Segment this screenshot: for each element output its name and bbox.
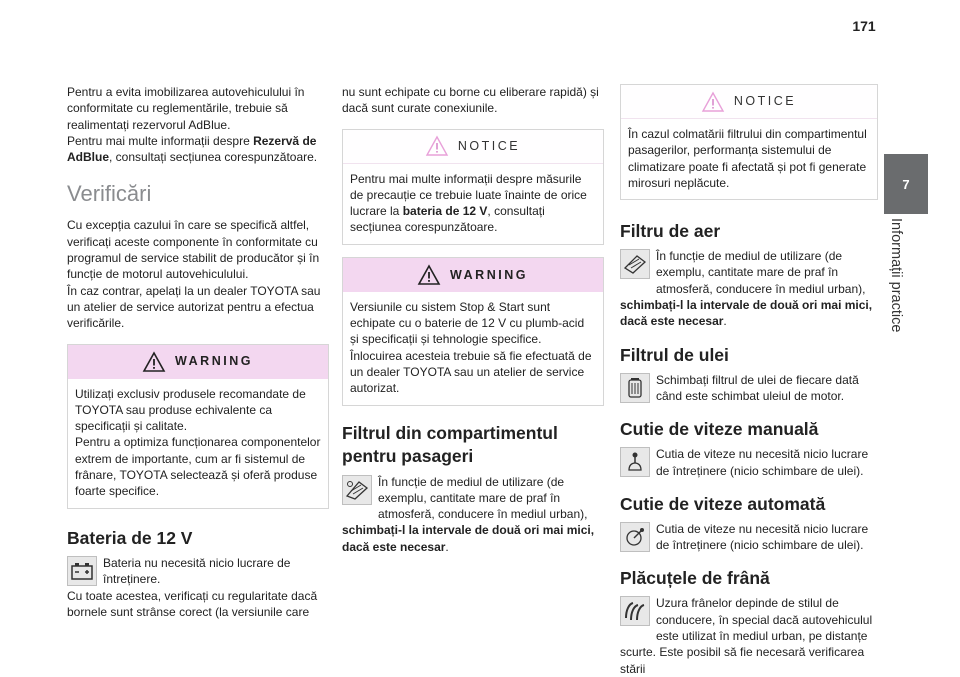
oil-filter-heading: Filtrul de ulei — [620, 344, 729, 365]
battery-text-continued: nu sunt echipate cu borne cu eliberare rapidă) și dacă sunt curate conexiunile. — [342, 85, 599, 116]
brake-pads-icon — [620, 596, 650, 626]
column-2 — [342, 84, 604, 555]
warning-text-4: Înlocuirea acesteia trebuie să fie efectuată de un dealer TOYOTA sau un atelier de service autorizat. — [350, 348, 592, 396]
cabin-filter-heading: Filtrul din compartimentul pentru pasageri — [342, 422, 558, 466]
notice-header — [343, 130, 603, 164]
warning-triangle-icon — [143, 352, 165, 372]
notice-box-2 — [620, 84, 878, 200]
verificari-text: Cu excepția cazului în care se specifică altfel, verificați aceste componente în conformitate cu programul de service stabilit de producător și în funcție de motorul autovehiculului. — [67, 218, 320, 282]
cabin-filter-text: În funcție de mediul de utilizare (de exemplu, cantitate mare de praf în atmosferă, conducere în mediul urban), schimbați-l la intervale de două ori mai mici, dacă este necesar. — [342, 474, 595, 554]
warning-title-2: WARNING — [450, 267, 528, 282]
oil-filter-icon — [620, 373, 650, 403]
warning-text-3: Versiunile cu sistem Stop & Start sunt echipate cu o baterie de 12 V cu plumb-acid și specificații și tehnologie specifice. — [350, 299, 585, 347]
notice-title: NOTICE — [457, 138, 521, 153]
notice-title-2: NOTICE — [733, 94, 797, 109]
chapter-label: Informații practice — [888, 218, 904, 333]
air-filter-section — [620, 248, 878, 329]
manual-gearbox-icon — [620, 447, 650, 477]
notice-text-2: În cazul colmatării filtrului din compartimentul pasagerilor, performanța sistemului de climatizare poate fi afectată și pot fi generate mirosuri neplăcute. — [628, 127, 867, 190]
air-filter-text: În funcție de mediul de utilizare (de exemplu, cantitate mare de praf în atmosferă, conducere în mediul urban), schimbați-l la intervale de două ori mai mici, dacă este necesar. — [620, 249, 873, 329]
manual-gearbox-heading: Cutie de viteze manuală — [620, 419, 819, 440]
warning-box — [67, 344, 329, 509]
brake-pads-text: Uzura frânelor depinde de stilul de conducere, în special dacă autovehiculul este utilizat în mediul urban, pe distanțe scurte. Este posibil să fie necesară verificarea stării — [620, 596, 873, 676]
warning-text-2: Pentru a optimiza funcționarea componentelor extrem de importante, cum ar fi sistemul de frânare, TOYOTA selectează și oferă produse foarte specifice. — [75, 435, 321, 499]
battery-heading: Bateria de 12 V — [67, 527, 193, 548]
automatic-gearbox-heading: Cutie de viteze automată — [620, 493, 826, 514]
notice-text: Pentru mai multe informații despre măsurile de precauție ce trebuie luate înainte de orice lucrare la bateria de 12 V, consultați secțiunea corespunzătoare. — [350, 171, 587, 235]
adblue-reference: Pentru mai multe informații despre Rezervă de AdBlue, consultați secțiunea corespunzătoare. — [67, 133, 318, 165]
manual-gearbox-text: Cutia de viteze nu necesită nicio lucrare de întreținere (nicio schimbare de ulei). — [656, 447, 869, 478]
battery-section — [67, 555, 329, 621]
brake-pads-section — [620, 595, 878, 676]
automatic-gearbox-icon — [620, 522, 650, 552]
oil-filter-text: Schimbați filtrul de ulei de fiecare dată când este schimbat uleiul de motor. — [656, 372, 859, 403]
air-filter-heading: Filtru de aer — [620, 221, 721, 242]
verificari-text-2: În caz contrar, apelați la un dealer TOYOTA sau un atelier de service autorizat pentru a efectua verificările. — [67, 283, 321, 331]
verificari-heading: Verificări — [67, 181, 152, 207]
column-1 — [67, 84, 329, 620]
cabin-filter-icon — [342, 475, 372, 505]
automatic-gearbox-text: Cutia de viteze nu necesită nicio lucrare de întreținere (nicio schimbare de ulei). — [656, 521, 869, 553]
brake-pads-heading: Plăcuțele de frână — [620, 568, 770, 589]
battery-text: Bateria nu necesită nicio lucrare de întreținere. — [103, 555, 291, 586]
chapter-tab[interactable]: 7 — [884, 154, 928, 214]
notice-header-2 — [621, 85, 877, 119]
warning-title: WARNING — [175, 354, 253, 369]
warning-header-2 — [343, 258, 603, 292]
notice-triangle-icon — [426, 136, 448, 156]
adblue-intro: Pentru a evita imobilizarea autovehiculului în conformitate cu reglementările, trebuie să realimentați rezervorul AdBlue. — [67, 85, 305, 132]
cabin-filter-section — [342, 474, 604, 555]
warning-text: Utilizați exclusiv produsele recomandate de TOYOTA sau produse echivalente ca specificații și calitate. — [75, 386, 306, 434]
column-3 — [620, 84, 878, 677]
oil-filter-section — [620, 372, 878, 405]
battery-text-2: Cu toate acestea, verificați cu regularitate dacă bornele sunt strânse corect (la versiunile care — [67, 588, 318, 619]
automatic-gearbox-section — [620, 521, 878, 554]
warning-header — [68, 345, 328, 379]
page-number: 171 — [852, 18, 876, 34]
battery-icon — [67, 556, 97, 586]
air-filter-icon — [620, 249, 650, 279]
notice-box — [342, 129, 604, 245]
manual-gearbox-section — [620, 446, 878, 479]
warning-box-2 — [342, 257, 604, 406]
warning-triangle-icon — [418, 265, 440, 285]
notice-triangle-icon — [702, 92, 724, 112]
